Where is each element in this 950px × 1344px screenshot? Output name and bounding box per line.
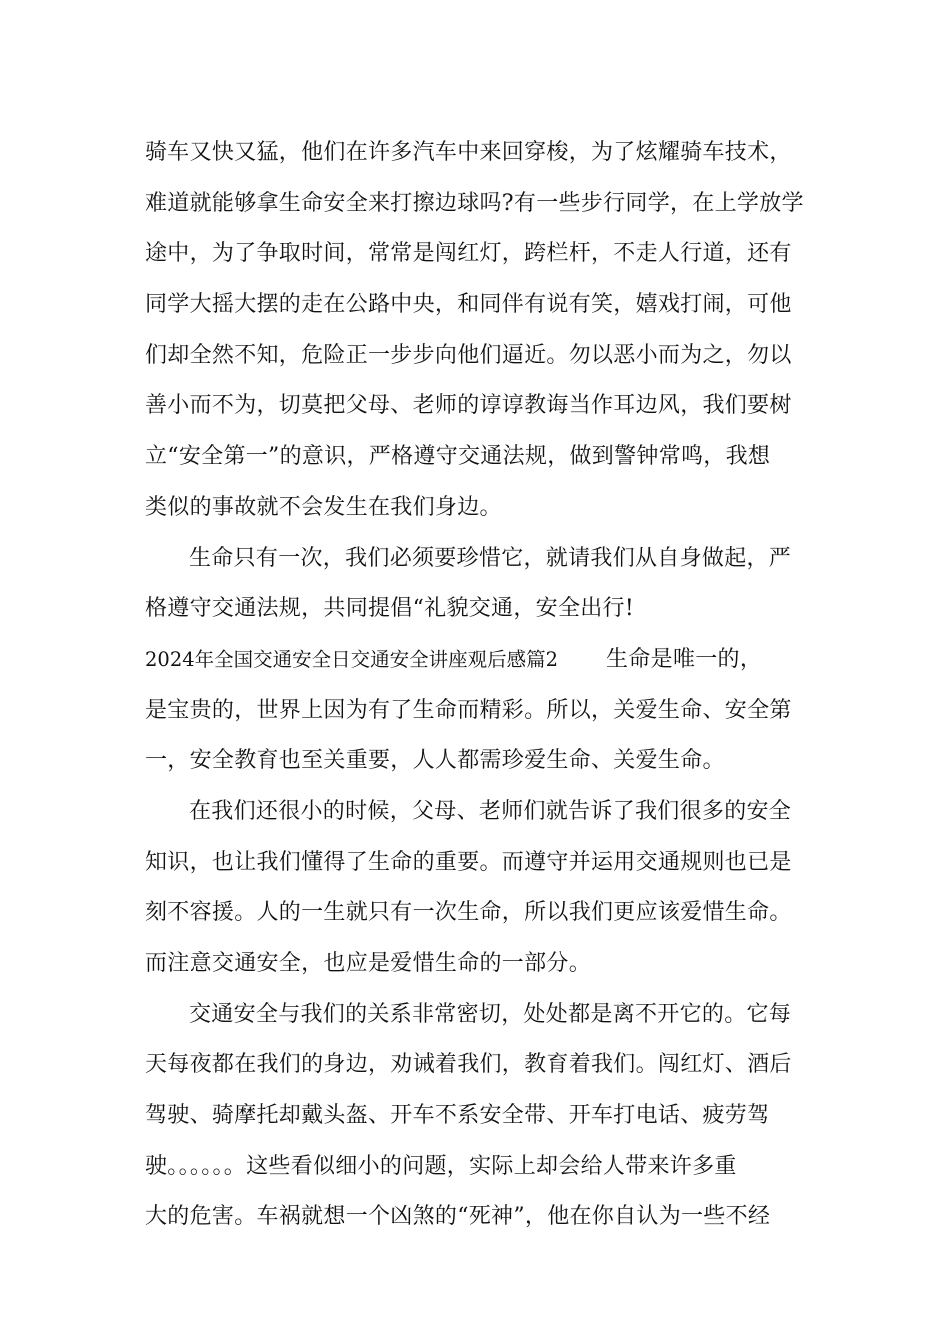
text-line: 天每夜都在我们的身边，劝诫着我们，教育着我们。闯红灯、酒后 xyxy=(145,1052,792,1078)
text-line: 大的危害。车祸就想一个凶煞的“死神”，他在你自认为一些不经 xyxy=(145,1204,771,1230)
text-line: 在我们还很小的时候，父母、老师们就告诉了我们很多的安全 xyxy=(189,798,792,824)
text-line: 途中，为了争取时间，常常是闯红灯，跨栏杆，不走人行道，还有 xyxy=(145,241,792,267)
text-line: 们却全然不知，危险正一步步向他们逼近。勿以恶小而为之，勿以 xyxy=(145,342,792,368)
text-line: 善小而不为，切莫把父母、老师的谆谆教诲当作耳边风，我们要树 xyxy=(145,393,792,419)
text-line: 驶。。。。。。这些看似细小的问题，实际上却会给人带来许多重 xyxy=(145,1153,737,1179)
text-line: 生命只有一次，我们必须要珍惜它，就请我们从自身做起，严 xyxy=(189,545,792,571)
section-heading xyxy=(145,635,825,686)
heading-continuation: 生命是唯一的， xyxy=(606,646,763,672)
text-line: 难道就能够拿生命安全来打擦边球吗?有一些步行同学，在上学放学 xyxy=(145,190,804,216)
text-line: 是宝贵的，世界上因为有了生命而精彩。所以，关爱生命、安全第 xyxy=(145,697,792,723)
text-line: 刻不容援。人的一生就只有一次生命，所以我们更应该爱惜生命。 xyxy=(145,900,792,926)
heading-title: 2024年全国交通安全日交通安全讲座观后感篇2 xyxy=(145,647,559,671)
paragraph-3 xyxy=(145,686,825,787)
text-line: 同学大摇大摆的走在公路中央，和同伴有说有笑，嬉戏打闹，可他 xyxy=(145,292,792,318)
text-line: 格遵守交通法规，共同提倡“礼貌交通，安全出行! xyxy=(145,596,634,622)
text-line: 骑车又快又猛，他们在许多汽车中来回穿梭，为了炫耀骑车技术， xyxy=(145,140,792,165)
paragraph-5 xyxy=(145,990,825,1243)
text-line: 立“安全第一”的意识，严格遵守交通法规，做到警钟常鸣，我想 xyxy=(145,444,771,470)
text-line: 一，安全教育也至关重要，人人都需珍爱生命、关爱生命。 xyxy=(145,748,725,774)
text-line: 驾驶、骑摩托却戴头盔、开车不系安全带、开车打电话、疲劳驾 xyxy=(145,1103,770,1129)
text-line: 而注意交通安全，也应是爱惜生命的一部分。 xyxy=(145,951,592,976)
paragraph-1 xyxy=(145,128,825,534)
paragraph-2 xyxy=(145,534,825,635)
text-line: 交通安全与我们的关系非常密切，处处都是离不开它的。它每 xyxy=(189,1001,792,1027)
text-line: 知识，也让我们懂得了生命的重要。而遵守并运用交通规则也已是 xyxy=(145,849,792,875)
text-line: 类似的事故就不会发生在我们身边。 xyxy=(145,494,502,520)
heading-line xyxy=(145,635,825,686)
document-body xyxy=(145,128,825,1243)
paragraph-4 xyxy=(145,787,825,990)
